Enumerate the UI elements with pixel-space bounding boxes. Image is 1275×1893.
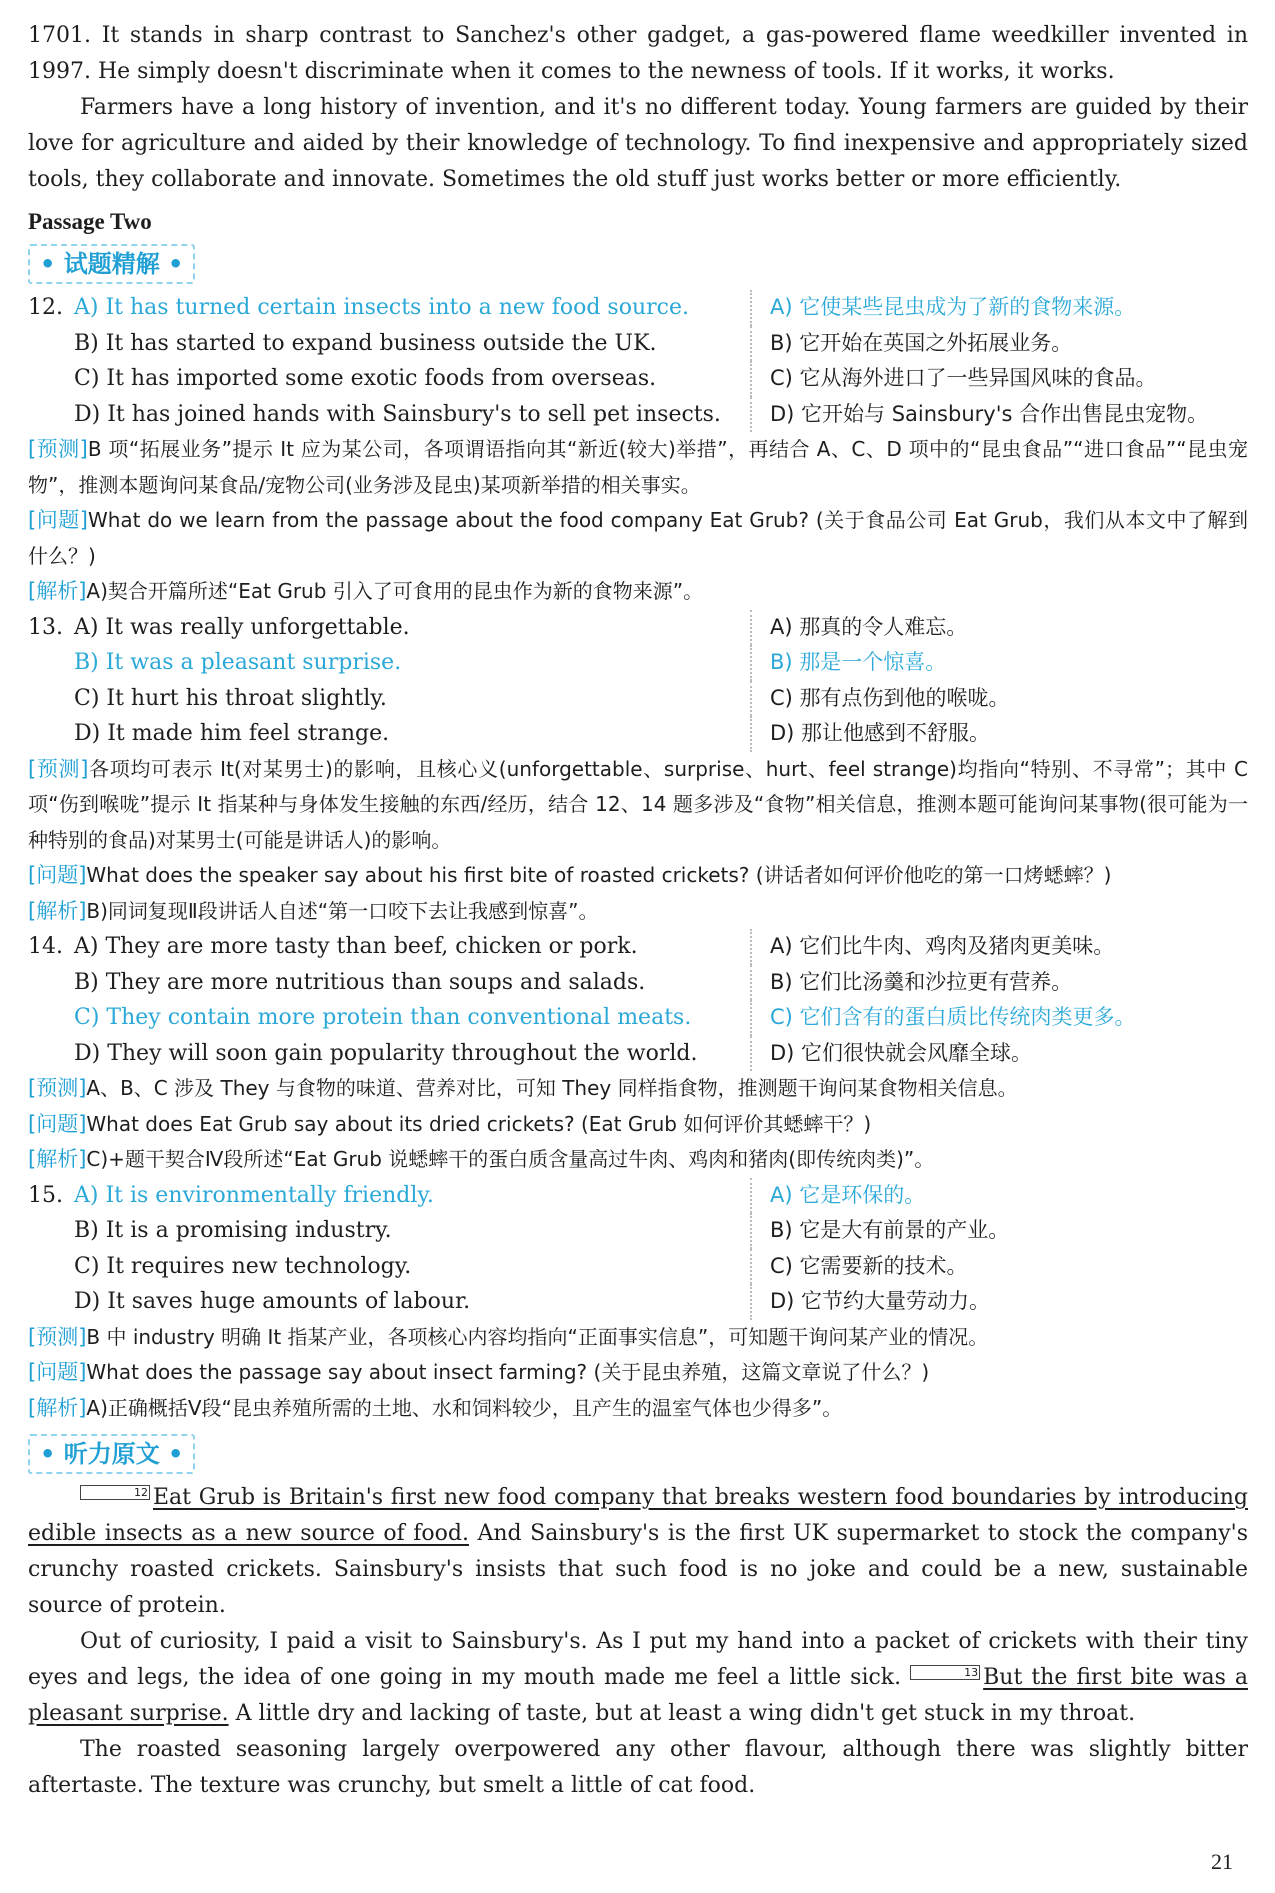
question-list (28, 290, 1248, 1426)
option-english-text: C) It requires new technology. (74, 1253, 412, 1279)
option-english-text: D) They will soon gain popularity throughout the world. (74, 1040, 698, 1066)
option-english-text: A) It was really unforgettable. (74, 614, 410, 640)
option-chinese: D) 它节约大量劳动力。 (770, 1289, 991, 1313)
analysis-note (28, 503, 1248, 574)
option-english (28, 645, 752, 681)
option-chinese: A) 它是环保的。 (770, 1182, 926, 1207)
analysis-note (28, 1355, 1248, 1391)
transcript-paragraph-2 (28, 1624, 1248, 1732)
option-row (28, 645, 1248, 681)
option-row (28, 965, 1248, 1001)
note-tag: [预测] (28, 756, 89, 781)
option-chinese: A) 那真的令人难忘。 (770, 614, 968, 639)
option-english (28, 1000, 752, 1036)
option-chinese: C) 它从海外进口了一些异国风味的食品。 (770, 366, 1157, 390)
page (28, 18, 1248, 1804)
note-tag: [问题] (28, 863, 87, 887)
option-english (28, 610, 752, 646)
option-english (28, 397, 752, 433)
option-chinese: A) 它们比牛肉、鸡肉及猪肉更美味。 (770, 934, 1115, 958)
analysis-note (28, 1391, 1248, 1427)
option-chinese: B) 那是一个惊喜。 (770, 650, 947, 674)
note-text: C)+题干契合Ⅳ段所述“Eat Grub 说蟋蟀干的蛋白质含量高过牛肉、鸡肉和猪肉(即传统肉类)”。 (86, 1147, 935, 1171)
option-row (28, 361, 1248, 397)
question-ref-marker: 13 (910, 1665, 980, 1680)
option-english-text: C) It has imported some exotic foods from overseas. (74, 366, 657, 391)
transcript-paragraph-3: The roasted seasoning largely overpowered any other flavour, although there was slightly bitter aftertaste. The texture was crunchy, but smelt a little of cat food. (28, 1737, 1248, 1798)
question-number: 15. (28, 1182, 63, 1208)
page-number: 21 (1211, 1849, 1233, 1874)
note-tag: [预测] (28, 437, 88, 461)
option-english (28, 1284, 752, 1320)
note-text: 各项均可表示 It(对某男士)的影响，且核心义(unforgettable、surprise、hurt、feel strange)均指向“特别、不寻常”；其中 C 项“伤到喉咙”提示 It 指某种与身体发生接触的东西/经历，结合 12、14 题多涉及“食物”相关信息，推测本题可能询问某事物(很可能为一种特别的食品)对某男士(可能是讲话人)的影响。 (28, 756, 1248, 852)
note-text: A)正确概括Ⅴ段“昆虫养殖所需的土地、水和饲料较少，且产生的温室气体也少得多”。 (86, 1395, 843, 1420)
option-english (28, 716, 752, 752)
option-row (28, 1284, 1248, 1320)
option-english (28, 1036, 752, 1072)
section-tag-transcript: • 听力原文 • (28, 1434, 195, 1474)
transcript (28, 1480, 1248, 1804)
option-chinese: B) 它是大有前景的产业。 (770, 1218, 1010, 1242)
option-chinese: D) 那让他感到不舒服。 (770, 721, 991, 745)
option-row (28, 1036, 1248, 1072)
option-chinese: B) 它们比汤羹和沙拉更有营养。 (770, 969, 1073, 994)
option-row (28, 397, 1248, 433)
note-tag: [解析] (28, 898, 87, 923)
analysis-note (28, 858, 1248, 894)
option-row (28, 681, 1248, 717)
option-row (28, 1178, 1248, 1214)
option-english (28, 1178, 752, 1214)
option-row (28, 610, 1248, 646)
analysis-note (28, 432, 1248, 503)
analysis-note (28, 1071, 1248, 1107)
analysis-note (28, 1142, 1248, 1178)
option-english (28, 1213, 752, 1249)
option-english-text: C) They contain more protein than conventional meats. (74, 1005, 692, 1030)
note-text: A)契合开篇所述“Eat Grub 引入了可食用的昆虫作为新的食物来源”。 (86, 579, 704, 603)
note-text: What does the passage say about insect farming? (关于昆虫养殖，这篇文章说了什么？) (86, 1360, 930, 1384)
note-text: What do we learn from the passage about the food company Eat Grub? (关于食品公司 Eat Grub，我们从本文中了解到什么？) (28, 508, 1248, 568)
option-chinese: A) 它使某些昆虫成为了新的食物来源。 (770, 295, 1136, 319)
note-tag: [解析] (28, 579, 87, 603)
note-tag: [问题] (28, 1111, 87, 1136)
transcript-text: Out of curiosity, I paid a visit to Sainsbury's. As I put my hand into a packet of crickets with their tiny eyes and legs, the idea of one going in my mouth made me feel a little sick. (28, 1629, 1248, 1690)
note-text: A、B、C 涉及 They 与食物的味道、营养对比，可知 They 同样指食物，推测题干询问某食物相关信息。 (86, 1076, 1018, 1100)
option-english (28, 361, 752, 397)
note-text: B 项“拓展业务”提示 It 应为某公司，各项谓语指向其“新近(较大)举措”，再结合 A、C、D 项中的“昆虫食品”“进口食品”“昆虫宠物”，推测本题询问某食品/宠物公司(业务涉及昆虫)某项新举措的相关事实。 (28, 437, 1249, 497)
option-english-text: A) It has turned certain insects into a new food source. (74, 295, 689, 320)
note-tag: [解析] (28, 1147, 87, 1171)
option-row (28, 716, 1248, 752)
note-text: B)同词复现Ⅱ段讲话人自述“第一口咬下去让我感到惊喜”。 (86, 898, 599, 923)
underlined-answer-text: Eat Grub is Britain's first new food company that breaks western food boundaries by introducing edible insects as a new source of food. (28, 1485, 1248, 1546)
question-ref-marker: 12 (80, 1485, 150, 1500)
question-block (28, 290, 1248, 610)
option-english-text: C) It hurt his throat slightly. (74, 685, 387, 711)
transcript-paragraph-1 (28, 1480, 1248, 1624)
note-tag: [预测] (28, 1324, 87, 1349)
underlined-answer-text: But the first bite was a pleasant surprise. (28, 1665, 1249, 1726)
analysis-note (28, 894, 1248, 930)
option-english (28, 929, 752, 965)
question-block (28, 929, 1248, 1178)
note-tag: [问题] (28, 1360, 87, 1384)
analysis-note (28, 1107, 1248, 1143)
note-tag: [问题] (28, 508, 88, 532)
option-english-text: D) It saves huge amounts of labour. (74, 1289, 471, 1314)
option-english-text: D) It has joined hands with Sainsbury's to sell pet insects. (74, 401, 721, 427)
option-english-text: D) It made him feel strange. (74, 721, 390, 746)
note-tag: [解析] (28, 1395, 87, 1420)
option-english (28, 681, 752, 717)
option-english (28, 965, 752, 1001)
intro-paragraph-2: Farmers have a long history of invention, and it's no different today. Young farmers are guided by their love for agriculture and aided by their knowledge of technology. To find inexpensive and appropriately sized tools, they collaborate and innovate. Sometimes the old stuff just works better or more efficiently. (28, 95, 1248, 192)
option-english (28, 290, 752, 326)
question-number: 14. (28, 934, 63, 959)
option-english-text: B) It has started to expand business outside the UK. (74, 330, 657, 356)
option-english-text: A) It is environmentally friendly. (74, 1182, 434, 1208)
question-number: 12. (28, 295, 63, 320)
option-row (28, 1249, 1248, 1285)
option-row (28, 326, 1248, 362)
transcript-text: A little dry and lacking of taste, but at least a wing didn't get stuck in my throat. (228, 1701, 1136, 1726)
option-english-text: B) They are more nutritious than soups and salads. (74, 969, 646, 995)
intro-paragraph-1: 1701. It stands in sharp contrast to Sanchez's other gadget, a gas-powered flame weedkiller invented in 1997. He simply doesn't discriminate when it comes to the newness of tools. If it works, it works. (28, 23, 1248, 84)
option-english-text: B) It was a pleasant surprise. (74, 650, 402, 675)
note-text: B 中 industry 明确 It 指某产业，各项核心内容均指向“正面事实信息”，可知题干询问某产业的情况。 (86, 1324, 989, 1349)
option-chinese: C) 它需要新的技术。 (770, 1253, 968, 1278)
analysis-note (28, 574, 1248, 610)
option-chinese: D) 它开始与 Sainsbury's 合作出售昆虫宠物。 (770, 401, 1209, 426)
option-row (28, 929, 1248, 965)
option-chinese: B) 它开始在英国之外拓展业务。 (770, 330, 1073, 355)
question-block (28, 610, 1248, 930)
option-row (28, 1000, 1248, 1036)
option-english-text: A) They are more tasty than beef, chicken or pork. (74, 934, 638, 959)
question-block (28, 1178, 1248, 1427)
note-text: What does Eat Grub say about its dried crickets? (Eat Grub 如何评价其蟋蟀干？) (86, 1111, 872, 1136)
note-tag: [预测] (28, 1076, 87, 1100)
option-row (28, 290, 1248, 326)
analysis-note (28, 1320, 1248, 1356)
option-chinese: C) 那有点伤到他的喉咙。 (770, 685, 1010, 710)
section-tag-analysis: • 试题精解 • (28, 244, 195, 284)
option-english (28, 326, 752, 362)
analysis-note (28, 752, 1248, 859)
option-chinese: C) 它们含有的蛋白质比传统肉类更多。 (770, 1005, 1136, 1029)
note-text: What does the speaker say about his first bite of roasted crickets? (讲话者如何评价他吃的第一口烤蟋蟀？) (86, 863, 1112, 887)
option-english-text: B) It is a promising industry. (74, 1218, 392, 1243)
option-english (28, 1249, 752, 1285)
question-number: 13. (28, 614, 63, 640)
transcript-text: And Sainsbury's is the first UK supermarket to stock the company's crunchy roasted crickets. Sainsbury's insists that such food is no joke and could be a new, sustainable source of protein. (28, 1521, 1249, 1618)
passage-heading: Passage Two (28, 209, 152, 234)
option-chinese: D) 它们很快就会风靡全球。 (770, 1040, 1033, 1065)
option-row (28, 1213, 1248, 1249)
